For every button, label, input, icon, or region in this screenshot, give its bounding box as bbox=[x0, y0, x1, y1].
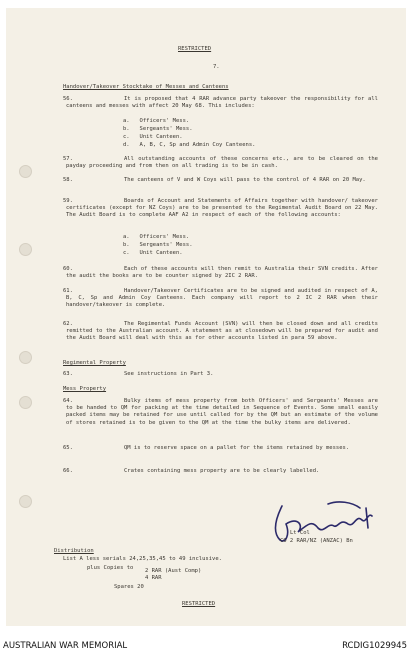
document-page bbox=[6, 8, 406, 626]
page-number: 7. bbox=[213, 64, 220, 70]
para-number: 64. bbox=[63, 398, 73, 404]
list-item: d. A, B, C, Sp and Admin Coy Canteens. bbox=[123, 142, 256, 148]
list-item: c. Unit Canteen. bbox=[123, 134, 183, 140]
para-63-text: See instructions in Part 3. bbox=[124, 371, 214, 377]
para-58-text: The canteens of V and W Coys will pass to the control of 4 RAR on 20 May. bbox=[124, 177, 366, 183]
classification-bottom: RESTRICTED bbox=[182, 601, 216, 607]
list-item: a. Officers' Mess. bbox=[123, 118, 190, 124]
para-number: 61. bbox=[63, 288, 73, 294]
document-body bbox=[6, 8, 406, 626]
distribution-line: plus Copies to bbox=[87, 565, 134, 571]
regimental-property-heading: Regimental Property bbox=[63, 360, 126, 366]
para-number: 66. bbox=[63, 468, 73, 474]
distribution-line: 4 RAR bbox=[145, 575, 162, 581]
para-57-text: All outstanding accounts of these concerns etc., are to be cleared on the payday proceeding and from then on all trading is to be in cash. bbox=[66, 156, 378, 170]
para-number: 56. bbox=[63, 96, 73, 102]
archive-footer bbox=[0, 634, 410, 654]
list-item: c. Unit Canteen. bbox=[123, 250, 183, 256]
list-item: b. Sergeants' Mess. bbox=[123, 242, 193, 248]
distribution-heading: Distribution bbox=[54, 548, 94, 554]
para-64-text: Bulky items of mess property from both Officers' and Sergeants' Messes are to be handed to QM for packing at the time detailed in Sequence of Events. Some small easily packed items may be retained for use until called for by the QM but an estimate of the volume of stores retained is to be given to the QM at the time the bulky items are delivered. bbox=[66, 398, 378, 426]
distribution-line: Spares 20 bbox=[114, 584, 144, 590]
signature-rank: Lt Col bbox=[290, 530, 310, 536]
para-59-text: Boards of Account and Statements of Affairs together with handover/ takeover certificates (except for NZ Coys) are to be presented to the Regimental Audit Board on 22 May. The Audit Board is to complete AAF A2 in respect of each of the following accounts: bbox=[66, 198, 378, 219]
para-61-text: Handover/Takeover Certificates are to be signed and audited in respect of A, B, C, Sp and Admin Coy Canteens. Each company will report to 2 IC 2 RAR when their handover/takeover is complete. bbox=[66, 288, 378, 309]
footer-institution: AUSTRALIAN WAR MEMORIAL bbox=[3, 641, 128, 651]
para-number: 60. bbox=[63, 266, 73, 272]
distribution-line: List A less serials 24,25,35,45 to 49 inclusive. bbox=[63, 556, 222, 562]
para-number: 65. bbox=[63, 445, 73, 451]
para-number: 62. bbox=[63, 321, 73, 327]
para-66-text: Crates containing mess property are to be clearly labelled. bbox=[124, 468, 320, 474]
para-number: 58. bbox=[63, 177, 73, 183]
classification-top: RESTRICTED bbox=[178, 46, 212, 52]
para-number: 59. bbox=[63, 198, 73, 204]
para-number: 57. bbox=[63, 156, 73, 162]
distribution-line: 2 RAR (Aust Comp) bbox=[145, 568, 202, 574]
signature-appointment: CO 2 RAR/NZ (ANZAC) Bn bbox=[280, 538, 353, 544]
mess-property-heading: Mess Property bbox=[63, 386, 107, 392]
list-item: a. Officers' Mess. bbox=[123, 234, 190, 240]
para-56-text: It is proposed that 4 RAR advance party takeover the responsibility for all canteens and messes with affect 20 May 68. This includes: bbox=[66, 96, 378, 110]
para-number: 63. bbox=[63, 371, 73, 377]
para-60-text: Each of these accounts will then remit to Australia their SVN credits. After the audit the books are to be counter signed by 2IC 2 RAR. bbox=[66, 266, 378, 280]
section-heading: Handover/Takeover Stocktake of Messes and Canteens bbox=[63, 84, 229, 90]
footer-record-id: RCDIG1029945 bbox=[342, 641, 407, 651]
para-65-text: QM is to reserve space on a pallet for the items retained by messes. bbox=[124, 445, 350, 451]
para-62-text: The Regimental Funds Account (SVN) will then be closed down and all credits remitted to the Australian account. A statement as at closedown will be prepared for audit and the Audit Board will deal with this as for other accounts listed in para 59 above. bbox=[66, 321, 378, 342]
list-item: b. Sergeants' Mess. bbox=[123, 126, 193, 132]
